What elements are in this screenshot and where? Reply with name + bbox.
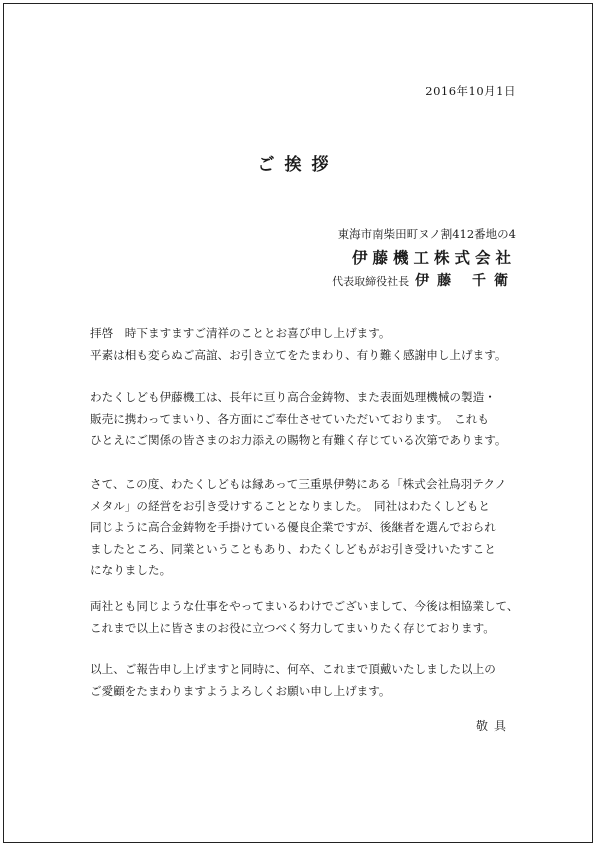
text-line: 販売に携わってまいり、各方面にご奉仕させていただいております。 これも [90,411,489,426]
text-line: 両社とも同じような仕事をやってまいるわけでございまして、今後は相協業して、 [90,599,519,613]
text-line: 拝啓 時下ますますご清祥のこととお喜び申し上げます。 [90,326,391,340]
text-line: 同じように高合金鋳物を手掛けている優良企業ですが、後継者を選んでおられ [90,520,496,534]
rep-name: 伊藤 千衛 [415,273,516,289]
text-line: わたくしども伊藤機工は、長年に亘り高合金鋳物、また表面処理機械の製造・ [90,390,496,404]
text-line: これまで以上に皆さまのお役に立つべく努力してまいりたく存じております。 [90,620,495,635]
text-line: ましたところ、同業ということもあり、わたくしどもがお引き受けいたすこと [90,541,496,556]
letter-page [3,3,593,843]
closing-phrase: 敬具 [475,719,512,733]
sender-company: 伊藤機工株式会社 [351,248,516,267]
text-line: さて、この度、わたくしどもは縁あって三重県伊勢にある「株式会社鳥羽テクノ [90,477,507,491]
paragraph-acquisition [90,474,520,582]
text-line: になりました。 [90,563,172,577]
rep-title: 代表取締役社長 [332,275,410,288]
paragraph-company-history [90,387,520,452]
sender-representative [332,270,516,290]
text-line: 平素は相も変らぬご高誼、お引き立てをたまわり、有り難く感謝申し上げます。 [90,347,507,362]
sender-address: 東海市南柴田町ヌノ割412番地の4 [337,227,516,241]
paragraph-closing-request [90,659,520,702]
text-line: ご愛顧をたまわりますようよろしくお願い申し上げます。 [90,683,391,698]
letter-title: ご挨拶 [257,155,339,175]
text-line: メタル」の経営をお引き受けすることとなりました。 同社はわたくしどもと [90,498,490,513]
text-line: 以上、ご報告申し上げますと同時に、何卒、これまで頂戴いたしました以上の [90,662,496,676]
paragraph-collaboration [90,596,520,639]
letter-date: 2016年10月1日 [425,84,516,98]
text-line: ひとえにご関係の皆さまのお力添えの賜物と有難く存じている次第であります。 [90,433,507,447]
paragraph-greeting [90,323,520,366]
